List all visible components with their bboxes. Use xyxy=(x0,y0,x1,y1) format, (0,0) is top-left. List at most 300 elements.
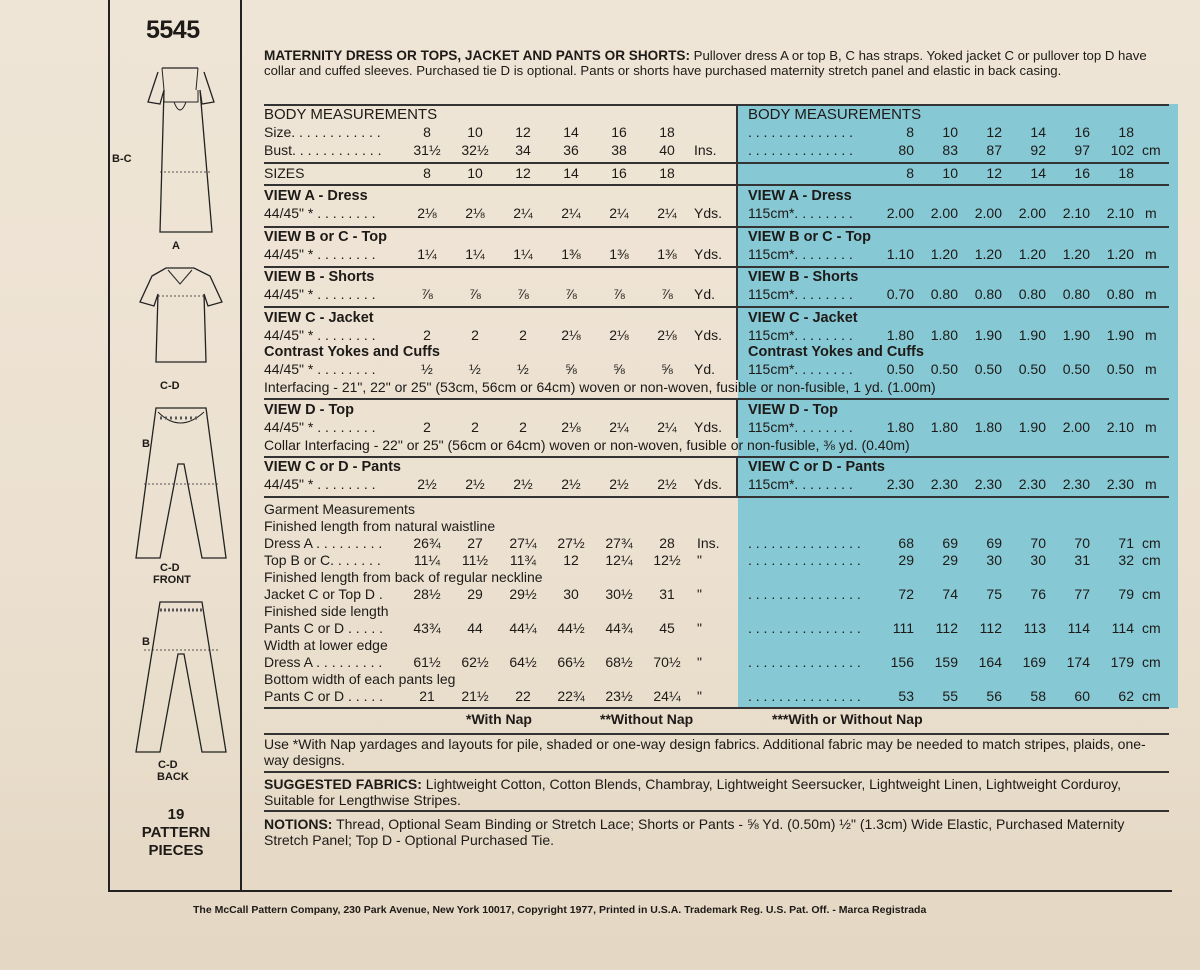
metric-yardage-value: 2.10 xyxy=(1106,205,1134,221)
garment-value: 11¾ xyxy=(509,552,537,568)
garment-value: 44¾ xyxy=(605,620,633,636)
metric-yardage-value: 2.00 xyxy=(1062,419,1090,435)
garment-value: 45 xyxy=(659,620,675,636)
yardage-value: 2¼ xyxy=(513,205,533,221)
garment-value: 31 xyxy=(659,586,675,602)
garment-value: 62½ xyxy=(461,654,489,670)
view-heading: VIEW C or D - Pants xyxy=(264,459,401,475)
size-value: 18 xyxy=(659,124,675,140)
metric-garment-value: 112 xyxy=(979,620,1002,636)
pattern-description xyxy=(264,48,1169,78)
metric-view-heading: VIEW B - Shorts xyxy=(748,269,859,285)
metric-view-heading: VIEW D - Top xyxy=(748,402,838,418)
sizes-label: SIZES xyxy=(264,165,305,181)
bust-label: Bust. . . . . . . . . . . . xyxy=(264,142,382,158)
metric-size-value: 12 xyxy=(986,124,1002,140)
yardage-value: 2½ xyxy=(465,476,485,492)
metric-dots: . . . . . . . . . . . . . . . xyxy=(748,586,861,602)
metric-yardage-value: 1.90 xyxy=(974,327,1002,343)
fabric-width: 44/45" * . . . . . . . . xyxy=(264,246,376,262)
yardage-value: ⅞ xyxy=(565,286,577,302)
metric-fabric-width: 115cm*. . . . . . . . xyxy=(748,286,853,302)
yardage-value: ½ xyxy=(469,361,481,377)
garment-value: 11½ xyxy=(461,552,489,568)
fabric-width: 44/45" * . . . . . . . . xyxy=(264,419,376,435)
garment-value: 30½ xyxy=(605,586,633,602)
metric-garment-value: 164 xyxy=(978,654,1002,670)
metric-bust-value: 92 xyxy=(1030,142,1046,158)
sketch-label-b-back: B xyxy=(142,636,150,648)
rule xyxy=(264,226,1169,228)
fabrics-text: Lightweight Cotton, Cotton Blends, Chambray, Lightweight Seersucker, Lightweight Linen, Lightweight Corduroy, Suitable for Lengthwise Stripes. xyxy=(264,776,1122,808)
metric-fabric-width: 115cm*. . . . . . . . xyxy=(748,419,853,435)
view-heading: VIEW A - Dress xyxy=(264,188,368,204)
garment-value: 26¾ xyxy=(413,535,441,551)
size-label: Size. . . . . . . . . . . . xyxy=(264,124,381,140)
metric-garment-value: 156 xyxy=(890,654,914,670)
metric-garment-value: 112 xyxy=(935,620,958,636)
metric-yardage-value: 2.30 xyxy=(1018,476,1046,492)
garment-value: 28½ xyxy=(413,586,441,602)
legend-either-nap: ***With or Without Nap xyxy=(772,711,923,727)
garment-value: 24¼ xyxy=(653,688,681,704)
sizes-value: 8 xyxy=(423,165,431,181)
garment-measurements-title: Garment Measurements xyxy=(264,501,415,517)
metric-yardage-value: 2.00 xyxy=(1018,205,1046,221)
sizes-value: 18 xyxy=(659,165,675,181)
garment-value: 12 xyxy=(563,552,579,568)
metric-size-value: 14 xyxy=(1030,124,1046,140)
metric-yardage-value: 0.80 xyxy=(1018,286,1046,302)
metric-sizes-value: 10 xyxy=(942,165,958,181)
fabric-width: 44/45" * . . . . . . . . xyxy=(264,361,376,377)
metric-size-dots: . . . . . . . . . . . . . . xyxy=(748,124,854,140)
garment-value: 27¾ xyxy=(605,535,633,551)
metric-yardage-value: 1.80 xyxy=(886,327,914,343)
yardage-unit: Yds. xyxy=(694,419,723,435)
metric-dots: . . . . . . . . . . . . . . . xyxy=(748,620,861,636)
legend-with-nap: *With Nap xyxy=(466,711,532,727)
metric-garment-value: 70 xyxy=(1074,535,1090,551)
fabric-width: 44/45" * . . . . . . . . xyxy=(264,286,376,302)
legend-without-nap: **Without Nap xyxy=(600,711,694,727)
yardage-value: ⅝ xyxy=(613,361,625,377)
rule xyxy=(264,810,1169,812)
garment-row-unit: " xyxy=(697,654,702,670)
fabric-width: 44/45" * . . . . . . . . xyxy=(264,476,376,492)
rule xyxy=(264,707,1169,709)
yardage-value: 2½ xyxy=(417,476,437,492)
rule xyxy=(264,184,1169,186)
metric-fabric-width: 115cm*. . . . . . . . xyxy=(748,205,853,221)
metric-yardage-value: 0.80 xyxy=(1106,286,1134,302)
metric-yardage-unit: m xyxy=(1145,361,1157,377)
metric-bust-value: 80 xyxy=(898,142,914,158)
notions xyxy=(264,816,1169,848)
bust-unit: Ins. xyxy=(694,142,717,158)
yardage-value: ⅝ xyxy=(565,361,577,377)
pieces-number: 19 xyxy=(167,806,185,823)
nap-note: Use *With Nap yardages and layouts for pile, shaded or one-way design fabrics. Additional fabric may be needed to match stripes, plaids, one-way designs. xyxy=(264,736,1146,768)
metric-bust-value: 102 xyxy=(1110,142,1134,158)
metric-garment-value: 111 xyxy=(892,620,914,636)
size-value: 10 xyxy=(467,124,483,140)
yardage-value: 2½ xyxy=(657,476,677,492)
metric-size-value: 18 xyxy=(1118,124,1134,140)
sketch-label-b-front: B xyxy=(142,438,150,450)
garment-value: 22¾ xyxy=(557,688,585,704)
fabrics-label: SUGGESTED FABRICS: xyxy=(264,776,422,792)
garment-value: 12½ xyxy=(653,552,681,568)
yardage-value: ⅞ xyxy=(613,286,625,302)
garment-value: 44½ xyxy=(557,620,585,636)
garment-subhead-2: Finished length from back of regular neckline xyxy=(264,569,543,585)
garment-value: 12¼ xyxy=(605,552,633,568)
metric-row-unit: cm xyxy=(1142,620,1161,636)
metric-size-value: 10 xyxy=(942,124,958,140)
metric-garment-value: 62 xyxy=(1118,688,1134,704)
yardage-unit: Yd. xyxy=(694,361,716,377)
metric-fabric-width: 115cm*. . . . . . . . xyxy=(748,246,853,262)
metric-yardage-value: 2.30 xyxy=(886,476,914,492)
rule xyxy=(264,456,1169,458)
metric-size-value: 8 xyxy=(906,124,914,140)
metric-garment-value: 53 xyxy=(898,688,914,704)
metric-sizes-value: 16 xyxy=(1074,165,1090,181)
metric-yardage-value: 2.00 xyxy=(930,205,958,221)
metric-garment-value: 55 xyxy=(942,688,958,704)
sketch-label-back: BACK xyxy=(157,771,189,783)
metric-yardage-value: 1.20 xyxy=(1018,246,1046,262)
notions-text: Thread, Optional Seam Binding or Stretch Lace; Shorts or Pants - ⅝ Yd. (0.50m) ½" (1.3cm) Wide Elastic, Purchased Maternity Stretch Panel; Top D - Optional Purchased Tie. xyxy=(264,816,1125,848)
metric-yardage-value: 1.90 xyxy=(1018,419,1046,435)
garment-subhead-1: Finished length from natural waistline xyxy=(264,518,496,534)
metric-yardage-value: 0.50 xyxy=(1062,361,1090,377)
metric-garment-value: 71 xyxy=(1118,535,1134,551)
sizes-value: 12 xyxy=(515,165,531,181)
size-value: 8 xyxy=(423,124,431,140)
metric-yardage-unit: m xyxy=(1145,286,1157,302)
column-divider xyxy=(736,104,738,380)
yardage-value: 2¼ xyxy=(657,419,677,435)
metric-sizes-value: 8 xyxy=(906,165,914,181)
yardage-value: 2⅛ xyxy=(561,419,581,435)
sketch-label-top: C-D xyxy=(160,380,180,392)
yardage-value: 2 xyxy=(471,419,479,435)
metric-garment-value: 29 xyxy=(898,552,914,568)
garment-row-unit: " xyxy=(697,620,702,636)
size-value: 14 xyxy=(563,124,579,140)
metric-garment-value: 30 xyxy=(1030,552,1046,568)
metric-yardage-value: 0.50 xyxy=(1018,361,1046,377)
metric-bust-value: 83 xyxy=(942,142,958,158)
metric-sizes-value: 14 xyxy=(1030,165,1046,181)
yardage-value: 2⅛ xyxy=(561,327,581,343)
sizes-value: 14 xyxy=(563,165,579,181)
metric-garment-value: 169 xyxy=(1022,654,1046,670)
metric-row-unit: cm xyxy=(1142,654,1161,670)
metric-garment-value: 74 xyxy=(942,586,958,602)
suggested-fabrics xyxy=(264,776,1169,808)
yardage-value: ⅞ xyxy=(421,286,433,302)
sketch-label-a: A xyxy=(172,240,180,252)
garment-value: 66½ xyxy=(557,654,585,670)
metric-garment-value: 31 xyxy=(1074,552,1090,568)
metric-bust-dots: . . . . . . . . . . . . . . xyxy=(748,142,854,158)
sidebar-divider xyxy=(240,0,242,890)
yardage-value: ½ xyxy=(421,361,433,377)
sketch-label-cd-front: C-D xyxy=(160,562,180,574)
garment-value: 64½ xyxy=(509,654,537,670)
garment-row-unit: " xyxy=(697,688,702,704)
garment-row-unit: " xyxy=(697,586,702,602)
view-heading: VIEW D - Top xyxy=(264,402,354,418)
metric-garment-value: 69 xyxy=(942,535,958,551)
metric-yardage-unit: m xyxy=(1145,205,1157,221)
yardage-unit: Yds. xyxy=(694,327,723,343)
yardage-value: 1¼ xyxy=(465,246,485,262)
yardage-value: 1⅜ xyxy=(609,246,629,262)
yardage-unit: Yds. xyxy=(694,246,723,262)
metric-yardage-value: 0.70 xyxy=(886,286,914,302)
metric-garment-value: 29 xyxy=(942,552,958,568)
garment-value: 22 xyxy=(515,688,531,704)
garment-value: 29½ xyxy=(509,586,537,602)
yardage-unit: Yd. xyxy=(694,286,716,302)
metric-yardage-value: 2.10 xyxy=(1062,205,1090,221)
pants-front-sketch xyxy=(130,404,230,562)
interfacing-note: Interfacing - 21", 22" or 25" (53cm, 56cm or 64cm) woven or non-woven, fusible or non-fusible, 1 yd. (1.00m) xyxy=(264,379,936,395)
yardage-value: 2¼ xyxy=(561,205,581,221)
column-divider xyxy=(736,398,738,438)
view-heading: VIEW B or C - Top xyxy=(264,229,387,245)
metric-garment-value: 72 xyxy=(898,586,914,602)
notions-label: NOTIONS: xyxy=(264,816,333,832)
rule xyxy=(264,398,1169,400)
yardage-value: ⅝ xyxy=(661,361,673,377)
metric-garment-value: 76 xyxy=(1030,586,1046,602)
yardage-value: 2 xyxy=(423,327,431,343)
yardage-unit: Yds. xyxy=(694,205,723,221)
body-measurements-title: BODY MEASUREMENTS xyxy=(264,106,438,123)
metric-yardage-value: 0.80 xyxy=(930,286,958,302)
metric-row-unit: cm xyxy=(1142,535,1161,551)
garment-value: 21 xyxy=(419,688,435,704)
sketch-label-bc: B-C xyxy=(112,153,132,165)
rule xyxy=(264,733,1169,735)
sizes-value: 16 xyxy=(611,165,627,181)
garment-value: 70½ xyxy=(653,654,681,670)
garment-value: 23½ xyxy=(605,688,633,704)
yardage-value: 2 xyxy=(519,419,527,435)
dress-sketch xyxy=(130,62,230,237)
yardage-value: 2½ xyxy=(609,476,629,492)
metric-dots: . . . . . . . . . . . . . . . xyxy=(748,552,861,568)
garment-subhead-3: Finished side length xyxy=(264,603,389,619)
yardage-unit: Yds. xyxy=(694,476,723,492)
metric-garment-value: 179 xyxy=(1110,654,1134,670)
yardage-value: 2¼ xyxy=(609,205,629,221)
metric-yardage-unit: m xyxy=(1145,476,1157,492)
garment-value: 68½ xyxy=(605,654,633,670)
metric-bust-value: 97 xyxy=(1074,142,1090,158)
garment-row-label: Dress A . . . . . . . . . xyxy=(264,654,383,670)
yardage-value: 2⅛ xyxy=(609,327,629,343)
pants-back-sketch xyxy=(130,598,230,756)
metric-yardage-value: 2.30 xyxy=(930,476,958,492)
garment-value: 27¼ xyxy=(509,535,537,551)
metric-garment-value: 70 xyxy=(1030,535,1046,551)
view-heading: VIEW B - Shorts xyxy=(264,269,375,285)
metric-size-value: 16 xyxy=(1074,124,1090,140)
yardage-value: 1⅜ xyxy=(561,246,581,262)
metric-garment-value: 159 xyxy=(934,654,958,670)
metric-garment-value: 114 xyxy=(1067,620,1090,636)
yardage-value: 1¼ xyxy=(417,246,437,262)
yardage-value: 2 xyxy=(519,327,527,343)
metric-garment-value: 69 xyxy=(986,535,1002,551)
metric-dots: . . . . . . . . . . . . . . . xyxy=(748,654,861,670)
bust-value: 36 xyxy=(563,142,579,158)
metric-yardage-value: 1.90 xyxy=(1062,327,1090,343)
metric-garment-value: 60 xyxy=(1074,688,1090,704)
garment-value: 44¼ xyxy=(509,620,537,636)
metric-yardage-unit: m xyxy=(1145,419,1157,435)
metric-garment-value: 79 xyxy=(1118,586,1134,602)
metric-yardage-value: 2.00 xyxy=(886,205,914,221)
garment-row-label: Pants C or D . . . . . xyxy=(264,620,384,636)
bust-value: 32½ xyxy=(461,142,489,158)
metric-yardage-value: 2.30 xyxy=(1062,476,1090,492)
metric-yardage-value: 0.80 xyxy=(974,286,1002,302)
metric-yardage-value: 2.30 xyxy=(1106,476,1134,492)
metric-garment-value: 30 xyxy=(986,552,1002,568)
metric-garment-value: 68 xyxy=(898,535,914,551)
metric-yardage-value: 2.10 xyxy=(1106,419,1134,435)
metric-garment-value: 114 xyxy=(1111,620,1134,636)
metric-sizes-value: 18 xyxy=(1118,165,1134,181)
garment-value: 43¾ xyxy=(413,620,441,636)
yardage-value: ½ xyxy=(517,361,529,377)
metric-fabric-width: 115cm*. . . . . . . . xyxy=(748,361,853,377)
metric-garment-value: 56 xyxy=(986,688,1002,704)
yardage-value: ⅞ xyxy=(517,286,529,302)
metric-dots: . . . . . . . . . . . . . . . xyxy=(748,535,861,551)
yardage-value: 2½ xyxy=(561,476,581,492)
garment-value: 27 xyxy=(467,535,483,551)
metric-sizes-value: 12 xyxy=(986,165,1002,181)
metric-yardage-unit: m xyxy=(1145,327,1157,343)
view-heading: VIEW C - Jacket xyxy=(264,310,374,326)
rule xyxy=(264,496,1169,498)
metric-view-heading: Contrast Yokes and Cuffs xyxy=(748,344,924,360)
rule xyxy=(264,306,1169,308)
garment-row-label: Dress A . . . . . . . . . xyxy=(264,535,383,551)
garment-value: 27½ xyxy=(557,535,585,551)
metric-yardage-value: 1.20 xyxy=(930,246,958,262)
pattern-pieces-count xyxy=(128,806,224,860)
metric-yardage-value: 0.50 xyxy=(886,361,914,377)
description-title: MATERNITY DRESS OR TOPS, JACKET AND PANTS OR SHORTS: xyxy=(264,48,690,63)
metric-garment-value: 174 xyxy=(1066,654,1090,670)
pattern-number: 5545 xyxy=(146,16,200,44)
garment-value: 11¼ xyxy=(413,552,441,568)
fabric-width: 44/45" * . . . . . . . . xyxy=(264,327,376,343)
metric-yardage-value: 1.10 xyxy=(886,246,914,262)
garment-value: 61½ xyxy=(413,654,441,670)
metric-view-heading: VIEW C or D - Pants xyxy=(748,459,885,475)
yardage-value: ⅞ xyxy=(469,286,481,302)
view-heading: Contrast Yokes and Cuffs xyxy=(264,344,440,360)
garment-value: 28 xyxy=(659,535,675,551)
garment-value: 30 xyxy=(563,586,579,602)
metric-garment-value: 113 xyxy=(1023,620,1046,636)
metric-garment-value: 58 xyxy=(1030,688,1046,704)
metric-yardage-value: 1.90 xyxy=(1106,327,1134,343)
yardage-value: 2 xyxy=(471,327,479,343)
metric-yardage-value: 2.30 xyxy=(974,476,1002,492)
yardage-value: 2¼ xyxy=(609,419,629,435)
bust-value: 34 xyxy=(515,142,531,158)
bust-value: 31½ xyxy=(413,142,441,158)
metric-yardage-value: 1.20 xyxy=(974,246,1002,262)
metric-yardage-value: 1.80 xyxy=(930,327,958,343)
garment-row-unit: " xyxy=(697,552,702,568)
top-sketch xyxy=(130,262,230,372)
yardage-value: 2⅛ xyxy=(657,327,677,343)
metric-garment-value: 75 xyxy=(986,586,1002,602)
yardage-value: 1⅜ xyxy=(657,246,677,262)
metric-yardage-value: 0.50 xyxy=(1106,361,1134,377)
metric-row-unit: cm xyxy=(1142,688,1161,704)
size-value: 16 xyxy=(611,124,627,140)
metric-yardage-value: 0.50 xyxy=(930,361,958,377)
metric-bust-value: 87 xyxy=(986,142,1002,158)
garment-row-unit: Ins. xyxy=(697,535,720,551)
rule xyxy=(264,162,1169,164)
garment-subhead-4: Width at lower edge xyxy=(264,637,388,653)
metric-view-heading: VIEW A - Dress xyxy=(748,188,852,204)
garment-row-label: Top B or C. . . . . . . xyxy=(264,552,381,568)
bust-value: 38 xyxy=(611,142,627,158)
fabric-width: 44/45" * . . . . . . . . xyxy=(264,205,376,221)
metric-yardage-value: 1.80 xyxy=(930,419,958,435)
description-text: Pullover dress A or top B, C has straps. Yoked jacket C or pullover top D have collar and cuffed sleeves. Purchased tie D is optional. Pants or shorts have purchased maternity stretch panel and elastic in back casing. xyxy=(264,48,1147,78)
metric-view-heading: VIEW B or C - Top xyxy=(748,229,871,245)
size-value: 12 xyxy=(515,124,531,140)
garment-row-label: Pants C or D . . . . . xyxy=(264,688,384,704)
metric-yardage-value: 1.80 xyxy=(974,419,1002,435)
metric-yardage-value: 1.20 xyxy=(1106,246,1134,262)
bust-value: 40 xyxy=(659,142,675,158)
metric-yardage-value: 0.50 xyxy=(974,361,1002,377)
metric-fabric-width: 115cm*. . . . . . . . xyxy=(748,327,853,343)
metric-view-heading: VIEW C - Jacket xyxy=(748,310,858,326)
metric-row-unit: cm xyxy=(1142,552,1161,568)
pieces-line2: PIECES xyxy=(148,842,204,859)
metric-yardage-unit: m xyxy=(1145,246,1157,262)
yardage-value: 2⅛ xyxy=(417,205,437,221)
body-measurements-title-metric: BODY MEASUREMENTS xyxy=(748,106,922,123)
garment-value: 21½ xyxy=(461,688,489,704)
sketch-label-front: FRONT xyxy=(153,574,191,586)
garment-value: 29 xyxy=(467,586,483,602)
metric-bust-unit: cm xyxy=(1142,142,1161,158)
rule xyxy=(264,771,1169,773)
yardage-value: 2¼ xyxy=(657,205,677,221)
garment-row-label: Jacket C or Top D . xyxy=(264,586,383,602)
metric-garment-value: 77 xyxy=(1074,586,1090,602)
